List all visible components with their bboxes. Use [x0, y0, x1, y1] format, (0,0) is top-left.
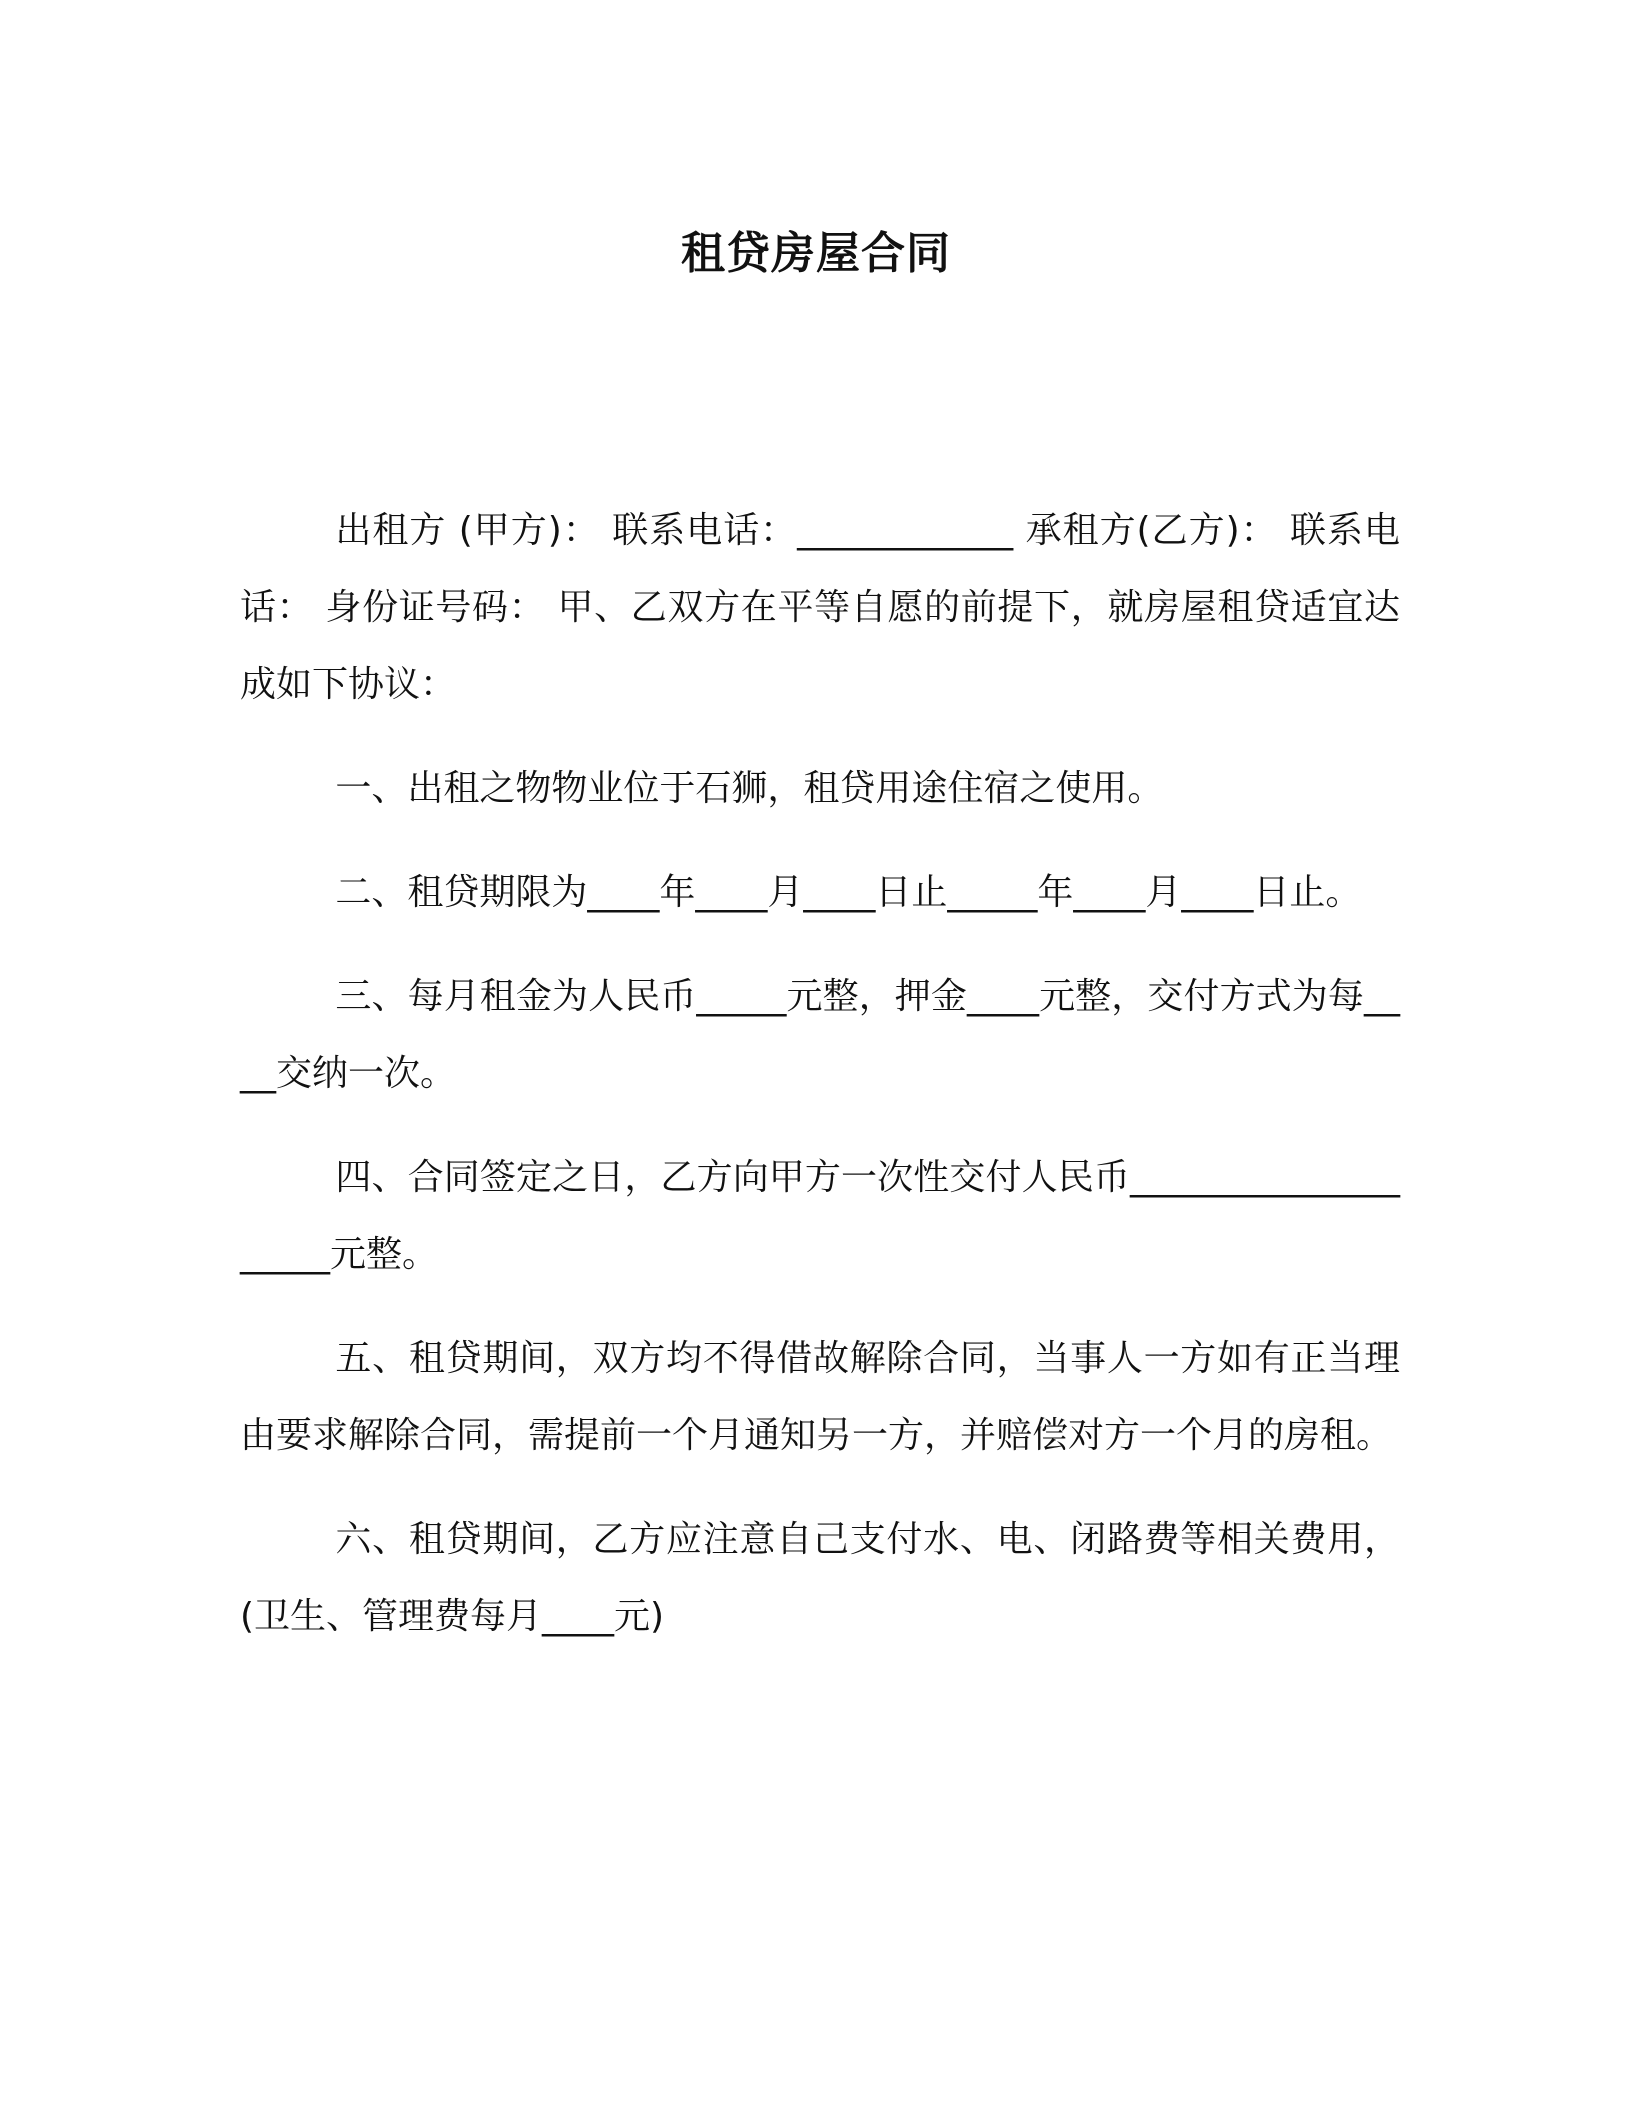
paragraph-clause-5: 五、租贷期间，双方均不得借故解除合同，当事人一方如有正当理由要求解除合同，需提前一个月通知另一方，并赔偿对方一个月的房租。: [240, 1338, 1400, 1456]
paragraph-clause-6: 六、租贷期间，乙方应注意自己支付水、电、闭路费等相关费用，(卫生、管理费每月____元): [240, 1519, 1400, 1637]
paragraph-clause-1: 一、出租之物物业位于石狮，租贷用途住宿之使用。: [335, 768, 1164, 809]
paragraph-clause-3: 三、每月租金为人民币_____元整，押金____元整，交付方式为每____交纳一次。: [240, 976, 1400, 1094]
document-title: 租贷房屋合同: [681, 228, 951, 279]
paragraph-parties: 出租方 (甲方)： 联系电话：____________ 承租方(乙方)： 联系电话： 身份证号码： 甲、乙双方在平等自愿的前提下，就房屋租贷适宜达成如下协议：: [240, 510, 1400, 705]
paragraph-clause-4: 四、合同签定之日，乙方向甲方一次性交付人民币____________________元整。: [240, 1157, 1400, 1275]
document-body: [240, 492, 1400, 1682]
paragraph-clause-2: 二、租贷期限为____年____月____日止_____年____月____日止。: [335, 872, 1362, 913]
